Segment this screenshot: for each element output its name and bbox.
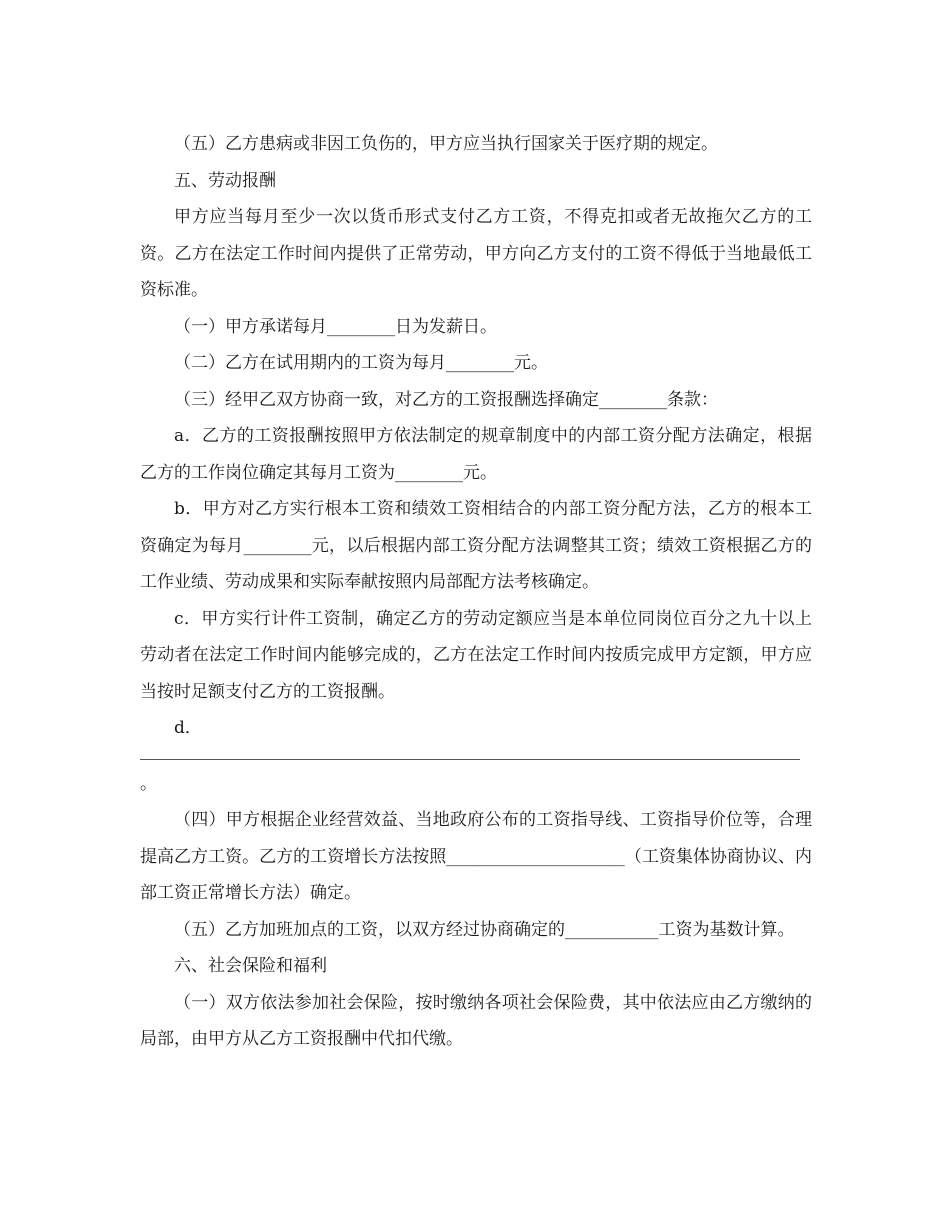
paragraph-overtime-wage: （五）乙方加班加点的工资，以双方经过协商确定的___________工资为基数计算。	[174, 919, 795, 940]
paragraph-wage-payment: 甲方应当每月至少一次以货币形式支付乙方工资，不得克扣或者无故拖欠乙方的工资。乙方在法定工作时间内提供了正常劳动，甲方向乙方支付的工资不得低于当地最低工资标准。	[140, 207, 812, 300]
paragraph-clause-d-end: 。	[140, 773, 157, 794]
paragraph-clause-a: a．乙方的工资报酬按照甲方依法制定的规章制度中的内部工资分配方法确定，根据乙方的工作岗位确定其每月工资为________元。	[140, 426, 812, 483]
paragraph-social-insurance: （一）双方依法参加社会保险，按时缴纳各项社会保险费，其中依法应由乙方缴纳的局部，由甲方从乙方工资报酬中代扣代缴。	[140, 992, 812, 1049]
paragraph-clause-d: d．	[174, 718, 202, 738]
section-heading-social-insurance: 六、社会保险和福利	[174, 956, 327, 976]
section-heading-labor-remuneration: 五、劳动报酬	[174, 170, 276, 191]
paragraph-payday: （一）甲方承诺每月________日为发薪日。	[174, 316, 497, 337]
paragraph-probation-wage: （二）乙方在试用期内的工资为每月________元。	[174, 353, 548, 373]
paragraph-clause-c: c．甲方实行计件工资制，确定乙方的劳动定额应当是本单位同岗位百分之九十以上劳动者在法定工作时间内能够完成的，乙方在法定工作时间内按质完成甲方定额，甲方应当按时足额支付乙方的工资报酬。	[140, 608, 812, 702]
document-page	[140, 126, 812, 1058]
paragraph-wage-clause-choice: （三）经甲乙双方协商一致，对乙方的工资报酬选择确定________条款：	[174, 389, 718, 410]
fill-in-blank-line	[140, 759, 800, 760]
paragraph-medical-period: （五）乙方患病或非因工负伤的，甲方应当执行国家关于医疗期的规定。	[174, 134, 718, 154]
paragraph-wage-increase: （四）甲方根据企业经营效益、当地政府公布的工资指导线、工资指导价位等，合理提高乙方工资。乙方的工资增长方法按照_____________________（工资集体协商协议、内部工资正常增长方法）确定。	[140, 810, 812, 903]
paragraph-clause-b: b．甲方对乙方实行根本工资和绩效工资相结合的内部工资分配方法，乙方的根本工资确定为每月________元，以后根据内部工资分配方法调整其工资；绩效工资根据乙方的工作业绩、劳动成果和实际奉献按照内局部配方法考核确定。	[140, 499, 812, 592]
